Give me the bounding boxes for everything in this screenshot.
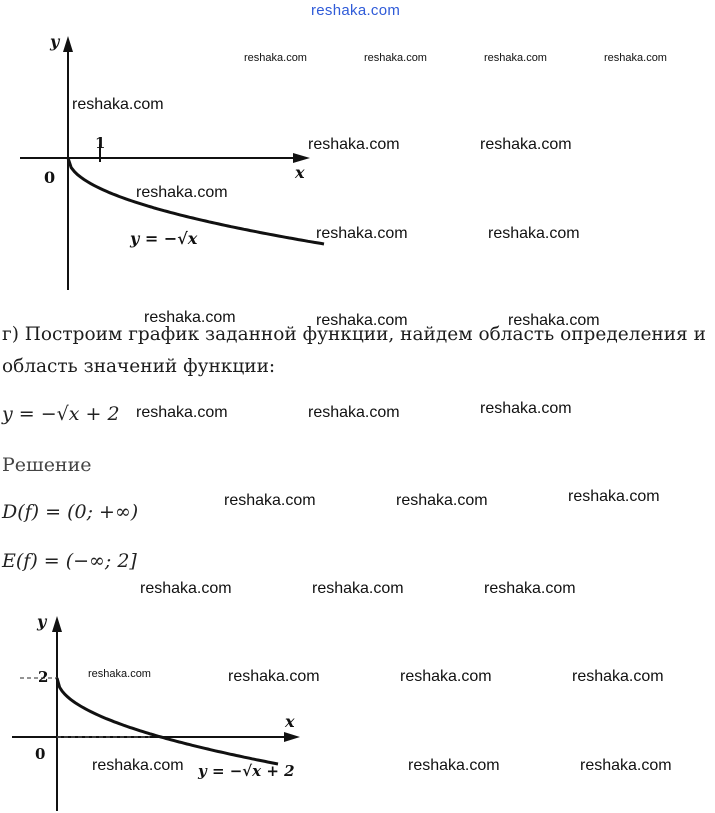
- graph-1-formula: y = −√x: [130, 229, 198, 248]
- range-formula: E(f) = (−∞; 2]: [2, 550, 137, 572]
- graph-1-origin-label: 0: [44, 168, 56, 187]
- graph-1-y-label: y: [50, 32, 60, 51]
- watermark: reshaka.com: [316, 312, 408, 329]
- graph-2: [0, 600, 320, 813]
- graph-2-x-arrow: [284, 732, 300, 742]
- watermark: reshaka.com: [308, 136, 400, 153]
- watermark: reshaka.com: [92, 757, 184, 774]
- graph-2-curve: [57, 678, 278, 764]
- domain-formula: D(f) = (0; +∞): [2, 501, 139, 523]
- watermark: reshaka.com: [480, 400, 572, 417]
- watermark: reshaka.com: [312, 580, 404, 597]
- graph-2-origin-label: 0: [35, 745, 46, 763]
- function-formula: y = −√x + 2: [2, 403, 120, 425]
- solution-heading: Решение: [2, 454, 92, 476]
- graph-1-x-label: x: [295, 163, 305, 182]
- graph-1-tick-label: 1: [95, 134, 106, 152]
- watermark: reshaka.com: [408, 757, 500, 774]
- watermark: reshaka.com: [244, 52, 307, 64]
- graph-1-y-arrow: [63, 36, 73, 52]
- watermark: reshaka.com: [572, 668, 664, 685]
- watermark: reshaka.com: [88, 668, 151, 680]
- watermark: reshaka.com: [484, 52, 547, 64]
- watermark: reshaka.com: [364, 52, 427, 64]
- problem-statement-line-2: область значений функции:: [2, 356, 276, 377]
- watermark: reshaka.com: [136, 184, 228, 201]
- watermark: reshaka.com: [140, 580, 232, 597]
- graph-2-y-tick-label: 2: [38, 668, 49, 686]
- graph-2-y-label: y: [37, 612, 47, 631]
- graph-2-y-arrow: [52, 616, 62, 632]
- watermark: reshaka.com: [136, 404, 228, 421]
- watermark: reshaka.com: [228, 668, 320, 685]
- watermark: reshaka.com: [308, 404, 400, 421]
- graph-2-x-label: x: [285, 712, 295, 731]
- watermark: reshaka.com: [484, 580, 576, 597]
- watermark: reshaka.com: [480, 136, 572, 153]
- watermark: reshaka.com: [488, 225, 580, 242]
- graph-1-x-arrow: [293, 153, 310, 163]
- graph-2-formula: y = −√x + 2: [198, 762, 295, 780]
- watermark: reshaka.com: [400, 668, 492, 685]
- watermark: reshaka.com: [224, 492, 316, 509]
- watermark: reshaka.com: [396, 492, 488, 509]
- watermark-top: reshaka.com: [311, 2, 401, 19]
- watermark: reshaka.com: [508, 312, 600, 329]
- watermark: reshaka.com: [568, 488, 660, 505]
- watermark: reshaka.com: [580, 757, 672, 774]
- watermark: reshaka.com: [72, 96, 164, 113]
- watermark: reshaka.com: [144, 309, 236, 326]
- watermark: reshaka.com: [316, 225, 408, 242]
- watermark: reshaka.com: [604, 52, 667, 64]
- problem-statement-line-1: г) Построим график заданной функции, найдем область определения и: [2, 324, 706, 345]
